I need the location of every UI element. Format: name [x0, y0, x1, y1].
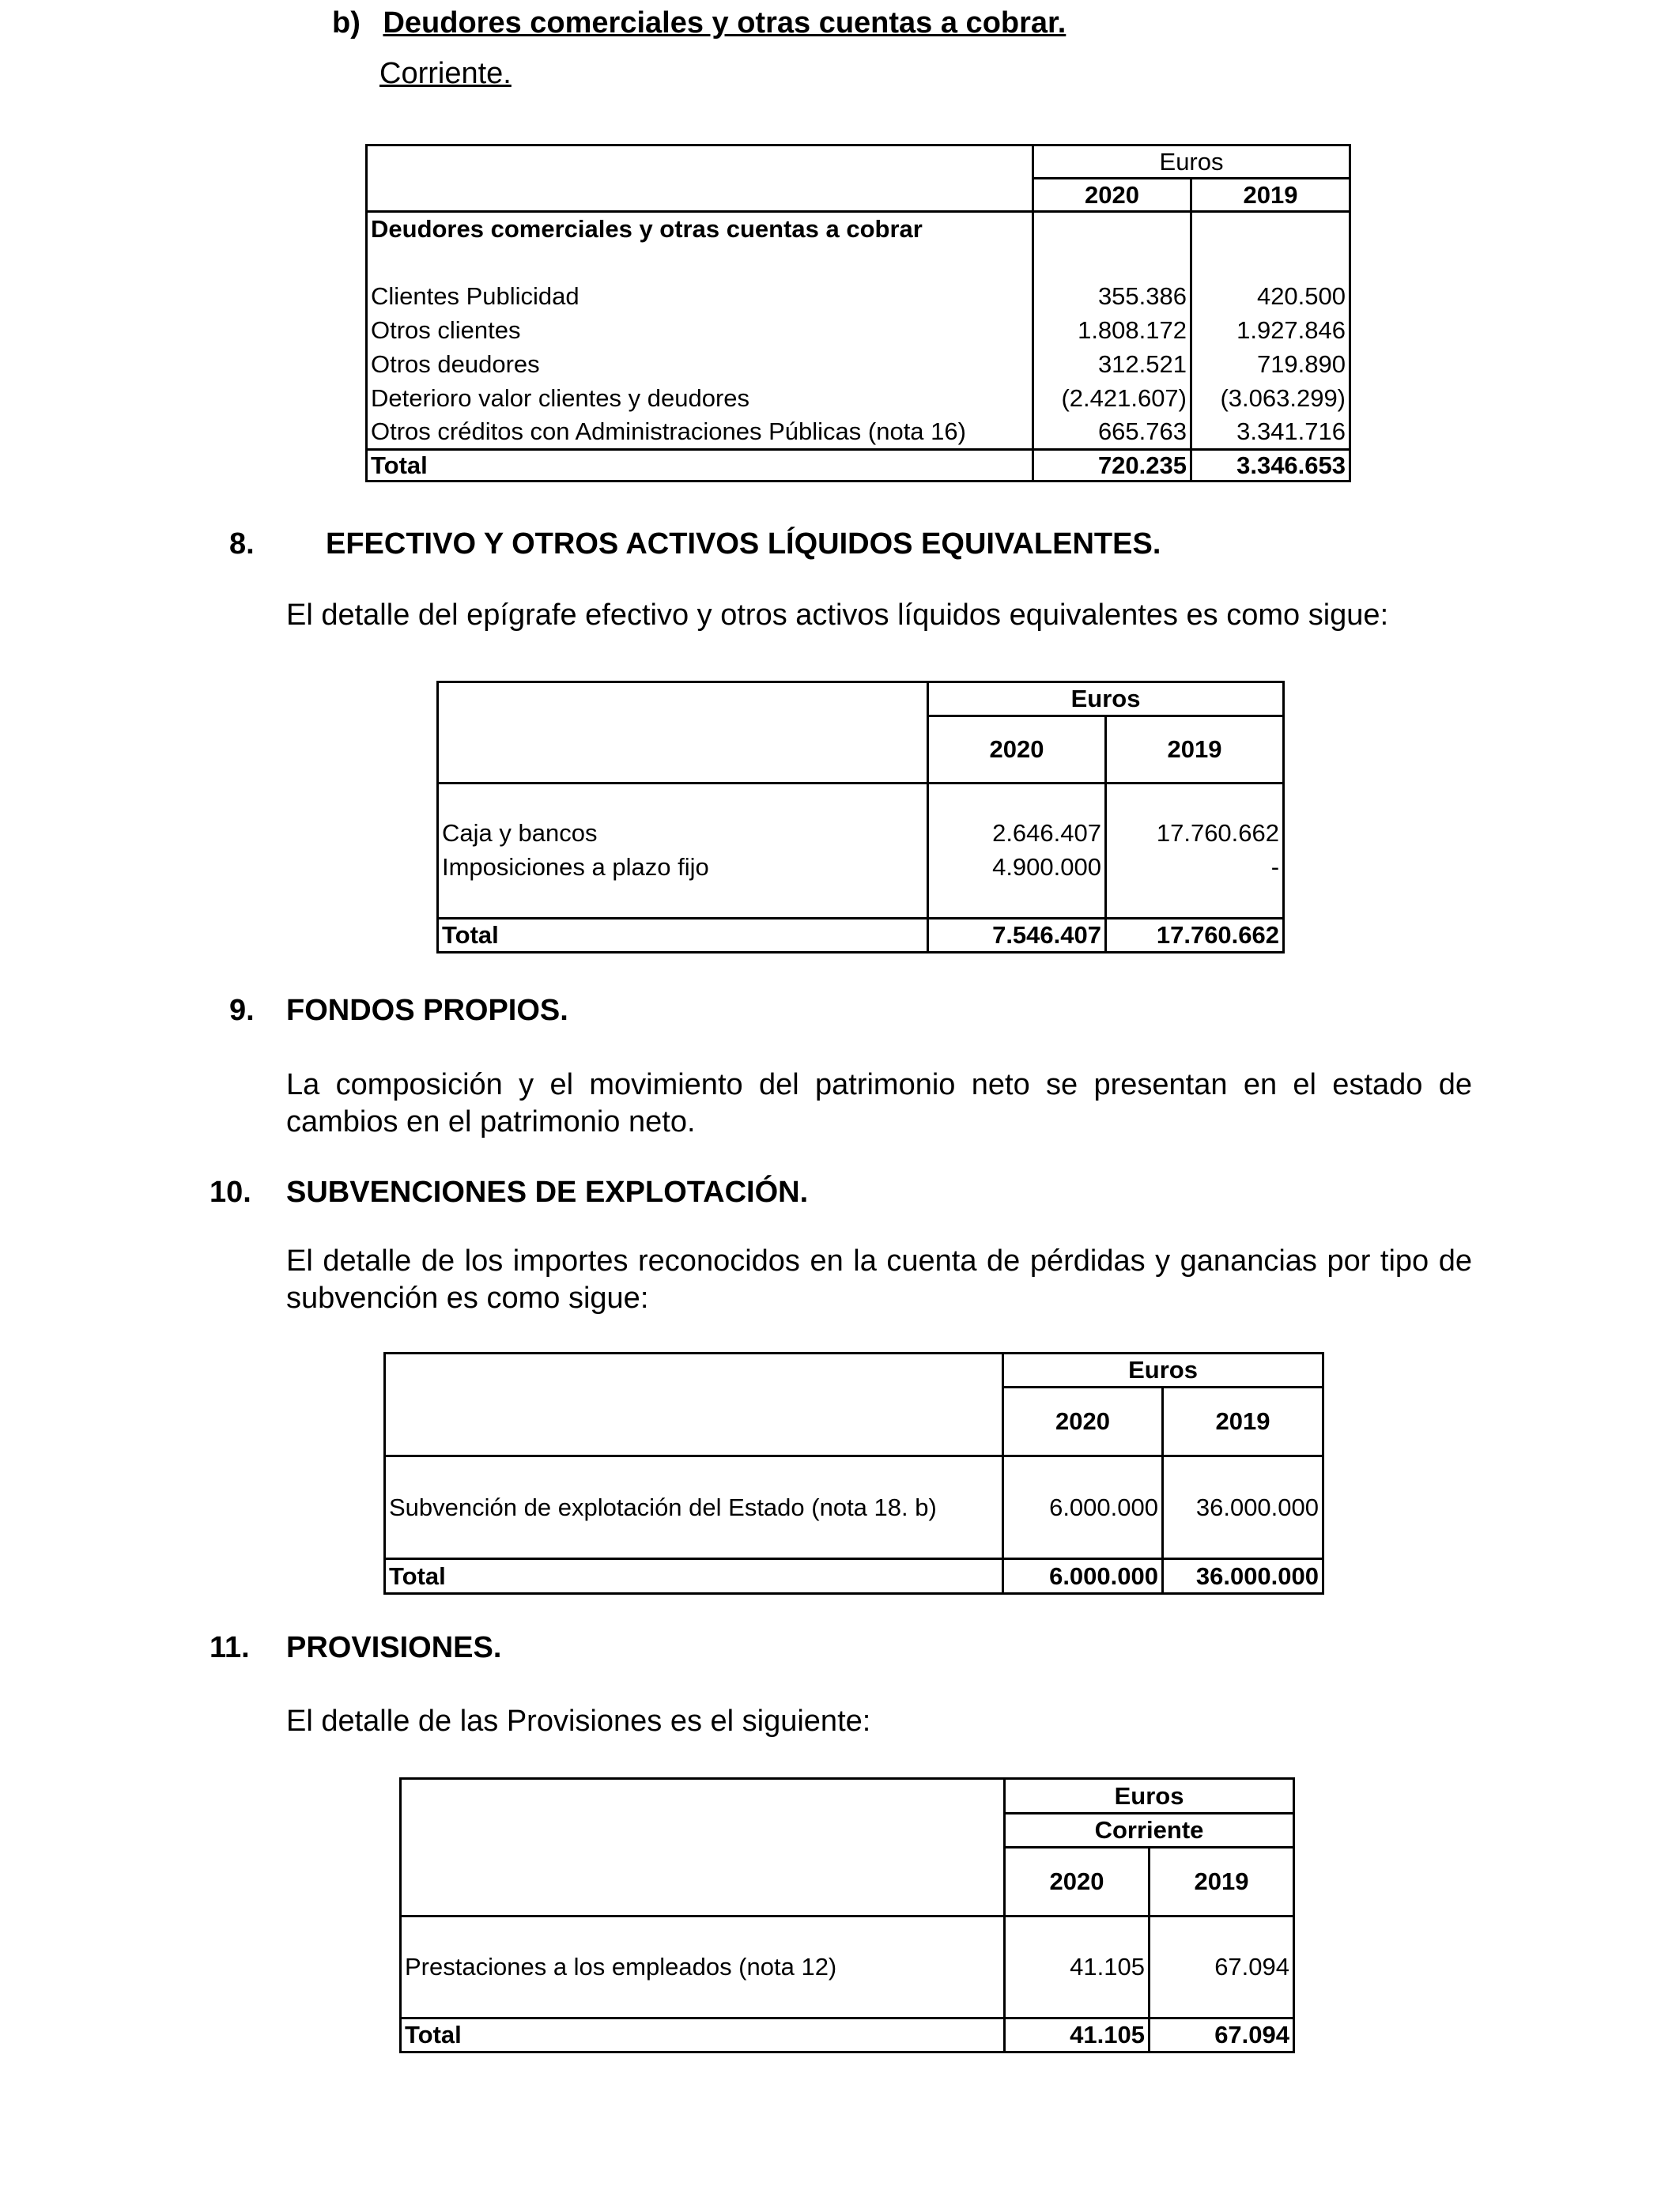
section-9-number: 9.: [229, 994, 255, 1027]
table-efectivo: [436, 681, 1285, 954]
section-b-subtitle: Corriente.: [379, 57, 512, 90]
row-value-2020: 4.900.000: [928, 851, 1106, 885]
row-value-2019: 719.890: [1191, 348, 1350, 382]
section-11-intro: El detalle de las Provisiones es el siguiente:: [286, 1705, 871, 1738]
table-total-row: [401, 2018, 1294, 2052]
table-row: [438, 851, 1284, 885]
total-value-2019: 3.346.653: [1191, 450, 1350, 481]
section-9-title: FONDOS PROPIOS.: [286, 994, 568, 1027]
row-value-2019: -: [1106, 851, 1284, 885]
section-8-intro: El detalle del epígrafe efectivo y otros activos líquidos equivalentes es como sigue:: [286, 599, 1389, 632]
row-label: Imposiciones a plazo fijo: [438, 851, 928, 885]
table-efectivo-currency-header: Euros: [928, 682, 1284, 716]
row-value-2020: 2.646.407: [928, 817, 1106, 851]
row-value-2020: 6.000.000: [1003, 1456, 1163, 1559]
table-row: [385, 1456, 1323, 1559]
row-label: Otros deudores: [367, 348, 1033, 382]
table-total-row: [367, 450, 1350, 481]
row-value-2019: 420.500: [1191, 280, 1350, 314]
table-efectivo-year-2019: 2019: [1106, 716, 1284, 784]
section-10-title: SUBVENCIONES DE EXPLOTACIÓN.: [286, 1176, 809, 1209]
row-label: Otros clientes: [367, 314, 1033, 348]
row-value-2020: 312.521: [1033, 348, 1191, 382]
row-value-2020: 41.105: [1005, 1916, 1150, 2018]
table-provisiones: [399, 1777, 1295, 2053]
section-11-title: PROVISIONES.: [286, 1631, 502, 1664]
table-row: [401, 1916, 1294, 2018]
section-b-label: b): [332, 6, 361, 40]
row-value-2020: 665.763: [1033, 416, 1191, 450]
table-subvenciones: [383, 1352, 1324, 1595]
section-b-heading: [332, 6, 1066, 40]
row-label: Subvención de explotación del Estado (nota 18. b): [385, 1456, 1003, 1559]
table-row: [438, 817, 1284, 851]
row-value-2019: 1.927.846: [1191, 314, 1350, 348]
table-efectivo-year-2020: 2020: [928, 716, 1106, 784]
section-b-title: Deudores comerciales y otras cuentas a cobrar.: [383, 6, 1067, 40]
row-label: Clientes Publicidad: [367, 280, 1033, 314]
section-8-title: EFECTIVO Y OTROS ACTIVOS LÍQUIDOS EQUIVALENTES.: [326, 527, 1161, 561]
total-label: Total: [367, 450, 1033, 481]
table-subvenciones-year-2020: 2020: [1003, 1388, 1163, 1456]
table-deudores-year-2020: 2020: [1033, 179, 1191, 212]
total-value-2020: 720.235: [1033, 450, 1191, 481]
table-deudores: [365, 144, 1351, 482]
row-label: Caja y bancos: [438, 817, 928, 851]
section-11-number: 11.: [210, 1631, 250, 1664]
row-value-2019: 3.341.716: [1191, 416, 1350, 450]
total-value-2019: 67.094: [1150, 2018, 1294, 2052]
total-label: Total: [438, 919, 928, 953]
table-deudores-group-label: Deudores comerciales y otras cuentas a cobrar: [367, 212, 1033, 247]
section-8-number: 8.: [229, 527, 255, 561]
total-label: Total: [401, 2018, 1005, 2052]
table-provisiones-currency-header: Euros: [1005, 1779, 1294, 1814]
section-9-text: La composición y el movimiento del patrimonio neto se presentan en el estado de cambios en el patrimonio neto.: [286, 1068, 1472, 1139]
row-value-2019: (3.063.299): [1191, 382, 1350, 416]
total-value-2019: 17.760.662: [1106, 919, 1284, 953]
row-label: Deterioro valor clientes y deudores: [367, 382, 1033, 416]
total-value-2020: 7.546.407: [928, 919, 1106, 953]
total-label: Total: [385, 1559, 1003, 1594]
table-row: [367, 314, 1350, 348]
total-value-2020: 6.000.000: [1003, 1559, 1163, 1594]
row-value-2019: 67.094: [1150, 1916, 1294, 2018]
row-value-2020: 1.808.172: [1033, 314, 1191, 348]
row-label: Prestaciones a los empleados (nota 12): [401, 1916, 1005, 2018]
table-provisiones-year-2020: 2020: [1005, 1848, 1150, 1916]
total-value-2020: 41.105: [1005, 2018, 1150, 2052]
table-total-row: [438, 919, 1284, 953]
section-10-text: El detalle de los importes reconocidos en la cuenta de pérdidas y ganancias por tipo de subvención es como sigue:: [286, 1244, 1472, 1315]
table-row: [367, 280, 1350, 314]
table-deudores-year-2019: 2019: [1191, 179, 1350, 212]
row-value-2020: 355.386: [1033, 280, 1191, 314]
table-row: [367, 382, 1350, 416]
total-value-2019: 36.000.000: [1163, 1559, 1323, 1594]
table-subvenciones-currency-header: Euros: [1003, 1354, 1323, 1388]
table-total-row: [385, 1559, 1323, 1594]
row-value-2020: (2.421.607): [1033, 382, 1191, 416]
table-provisiones-sub-header: Corriente: [1005, 1814, 1294, 1848]
row-label: Otros créditos con Administraciones Públicas (nota 16): [367, 416, 1033, 450]
row-value-2019: 36.000.000: [1163, 1456, 1323, 1559]
table-row: [367, 348, 1350, 382]
section-10-number: 10.: [210, 1176, 251, 1209]
table-deudores-currency-header: Euros: [1033, 145, 1350, 179]
row-value-2019: 17.760.662: [1106, 817, 1284, 851]
table-provisiones-year-2019: 2019: [1150, 1848, 1294, 1916]
table-subvenciones-year-2019: 2019: [1163, 1388, 1323, 1456]
table-row: [367, 416, 1350, 450]
